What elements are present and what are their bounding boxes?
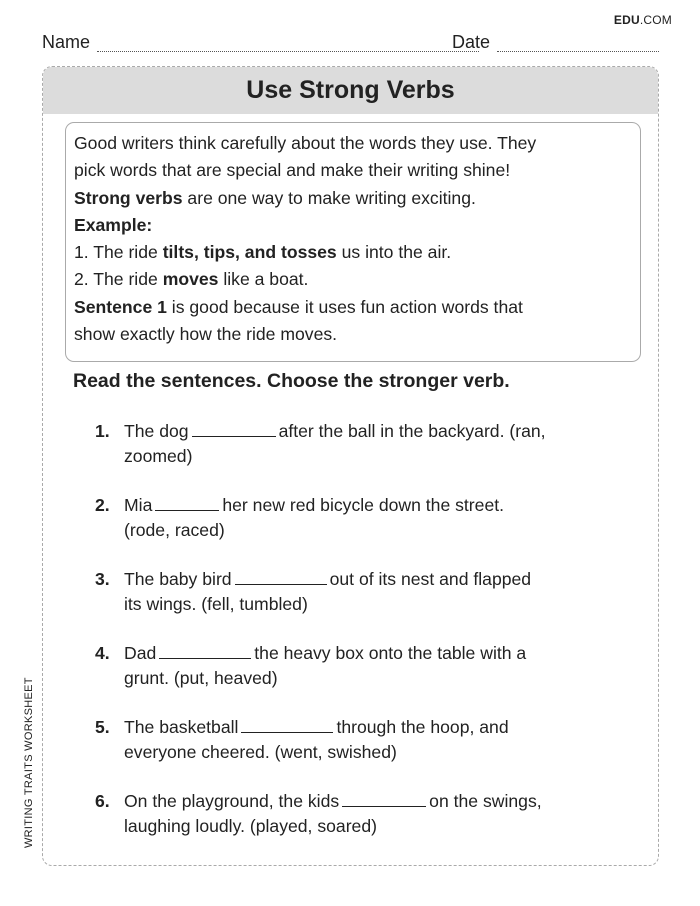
strong-verbs-term: Strong verbs	[74, 187, 183, 208]
question-number: 5.	[95, 717, 110, 737]
answer-blank[interactable]	[159, 641, 251, 659]
answer-blank[interactable]	[192, 419, 276, 437]
answer-blank[interactable]	[342, 789, 426, 807]
question-number: 3.	[95, 569, 110, 589]
question-2: 2. Mia her new red bicycle down the street. (rode, raced)	[95, 495, 505, 540]
question-6: 6. On the playground, the kids on the swings, laughing loudly. (played, soared)	[95, 791, 542, 836]
brand-bold: EDU	[613, 13, 640, 27]
date-label: Date	[452, 32, 491, 52]
page-title: Use Strong Verbs	[246, 76, 455, 104]
answer-blank[interactable]	[155, 493, 219, 511]
question-list	[95, 419, 615, 863]
title-bar	[43, 67, 658, 114]
question-number: 1.	[95, 421, 110, 441]
brand-rest: .COM	[639, 13, 672, 27]
question-number: 4.	[95, 643, 110, 663]
intro-line: Strong verbs are one way to make writing exciting.	[74, 187, 476, 208]
question-number: 2.	[95, 495, 110, 515]
question-1: 1. The dog after the ball in the backyard. (ran, zoomed)	[95, 421, 546, 466]
name-field[interactable]	[97, 51, 479, 52]
question-3: 3. The baby bird out of its nest and flapped its wings. (fell, tumbled)	[95, 569, 532, 614]
brand-logo	[614, 13, 672, 27]
intro-box	[65, 122, 641, 362]
intro-line: pick words that are special and make their writing shine!	[74, 160, 511, 181]
answer-blank[interactable]	[235, 567, 327, 585]
intro-line: Good writers think carefully about the words they use. They	[74, 133, 537, 153]
date-field[interactable]	[497, 51, 659, 52]
worksheet	[42, 66, 659, 866]
question-number: 6.	[95, 791, 110, 811]
question-5: 5. The basketball through the hoop, and everyone cheered. (went, swished)	[95, 717, 509, 762]
question-4: 4. Dad the heavy box onto the table with a grunt. (put, heaved)	[95, 643, 527, 688]
intro-line: Sentence 1 is good because it uses fun action words that	[74, 296, 523, 317]
example-1: 1. The ride tilts, tips, and tosses us into the air.	[74, 242, 452, 263]
side-label: WRITING TRAITS WORKSHEET	[23, 677, 35, 848]
example-label: Example:	[74, 214, 153, 235]
intro-line: show exactly how the ride moves.	[74, 324, 338, 345]
instruction-heading: Read the sentences. Choose the stronger verb.	[73, 370, 510, 392]
answer-blank[interactable]	[241, 715, 333, 733]
name-date-row	[42, 32, 659, 54]
name-label: Name	[42, 32, 91, 52]
example-2: 2. The ride moves like a boat.	[74, 269, 309, 290]
